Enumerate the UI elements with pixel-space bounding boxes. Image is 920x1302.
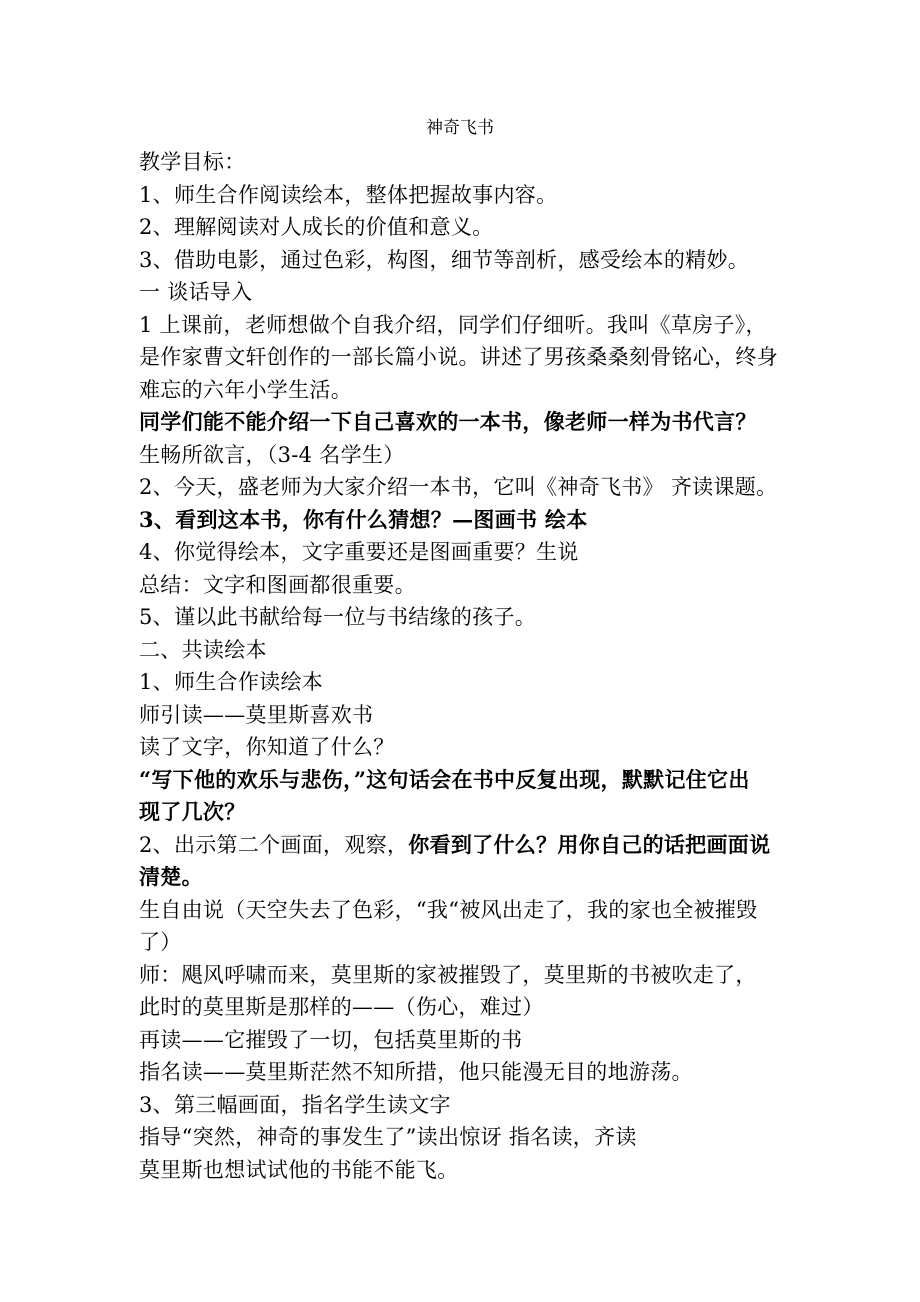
text-line: 师：飓风呼啸而来，莫里斯的家被摧毁了，莫里斯的书被吹走了，: [139, 962, 757, 987]
text-line: 难忘的六年小学生活。: [139, 377, 352, 402]
bold-text-line: “写下他的欢乐与悲伤，”这句话会在书中反复出现，默默记住它出: [139, 766, 750, 792]
text-line: 生自由说（天空失去了色彩，“我“被风出走了，我的家也全被摧毁: [139, 897, 758, 922]
text-line: 再读——它摧毁了一切，包括莫里斯的书: [139, 1027, 523, 1052]
document-body: [139, 146, 789, 1186]
text-line: 是作家曹文轩创作的一部长篇小说。讲述了男孩桑桑刻骨铭心，终身: [139, 345, 778, 369]
text-segment: 2、出示第二个画面，观察，: [139, 832, 409, 857]
text-line: 指名读——莫里斯茫然不知所措，他只能漫无目的地游荡。: [139, 1060, 693, 1084]
text-line: 2、今天，盛老师为大家介绍一本书，它叫《神奇飞书》 齐读课题。: [139, 475, 778, 499]
text-line: 读了文字，你知道了什么？: [139, 735, 395, 759]
bold-text-line: 清楚。: [139, 864, 203, 889]
bold-text-segment: 你看到了什么？用你自己的话把画面说: [408, 831, 771, 857]
mixed-text-line: [139, 829, 789, 862]
text-line: 了）: [139, 930, 182, 954]
bold-text-line: 现了几次？: [139, 799, 246, 824]
text-line: 3、第三幅画面，指名学生读文字: [139, 1092, 451, 1117]
text-line: 1、师生合作读绘本: [139, 670, 324, 694]
section-heading: 二、共读绘本: [139, 637, 267, 662]
text-line: 师引读——莫里斯喜欢书: [139, 702, 374, 727]
text-line: 莫里斯也想试试他的书能不能飞。: [139, 1157, 459, 1182]
bold-text-line: 同学们能不能介绍一下自己喜欢的一本书，像老师一样为书代言？: [139, 409, 757, 434]
text-line: 此时的莫里斯是那样的——（伤心，难过）: [139, 995, 544, 1019]
text-line: 3、借助电影，通过色彩，构图，细节等剖析，感受绘本的精妙。: [139, 247, 750, 272]
text-line: 指导“突然，神奇的事发生了”读出惊讶 指名读，齐读: [139, 1125, 637, 1149]
text-line: 2、理解阅读对人成长的价值和意义。: [139, 215, 494, 239]
bold-text-line: 3、看到这本书，你有什么猜想？—图画书 绘本: [139, 506, 588, 532]
text-line: 总结：文字和图画都很重要。: [139, 572, 416, 597]
text-line: 4、你觉得绘本，文字重要还是图画重要？生说: [139, 540, 579, 564]
section-heading: 一 谈话导入: [139, 280, 253, 304]
text-line: 生畅所欲言，（3-4 名学生）: [139, 442, 405, 467]
document-title: 神奇飞书: [426, 118, 494, 138]
text-line: 1 上课前，老师想做个自我介绍，同学们仔细听。我叫《草房子》，: [139, 312, 767, 337]
text-line: 教学目标：: [139, 150, 246, 174]
text-line: 5、谨以此书献给每一位与书结缘的孩子。: [139, 605, 537, 629]
text-line: 1、师生合作阅读绘本，整体把握故事内容。: [139, 182, 558, 207]
